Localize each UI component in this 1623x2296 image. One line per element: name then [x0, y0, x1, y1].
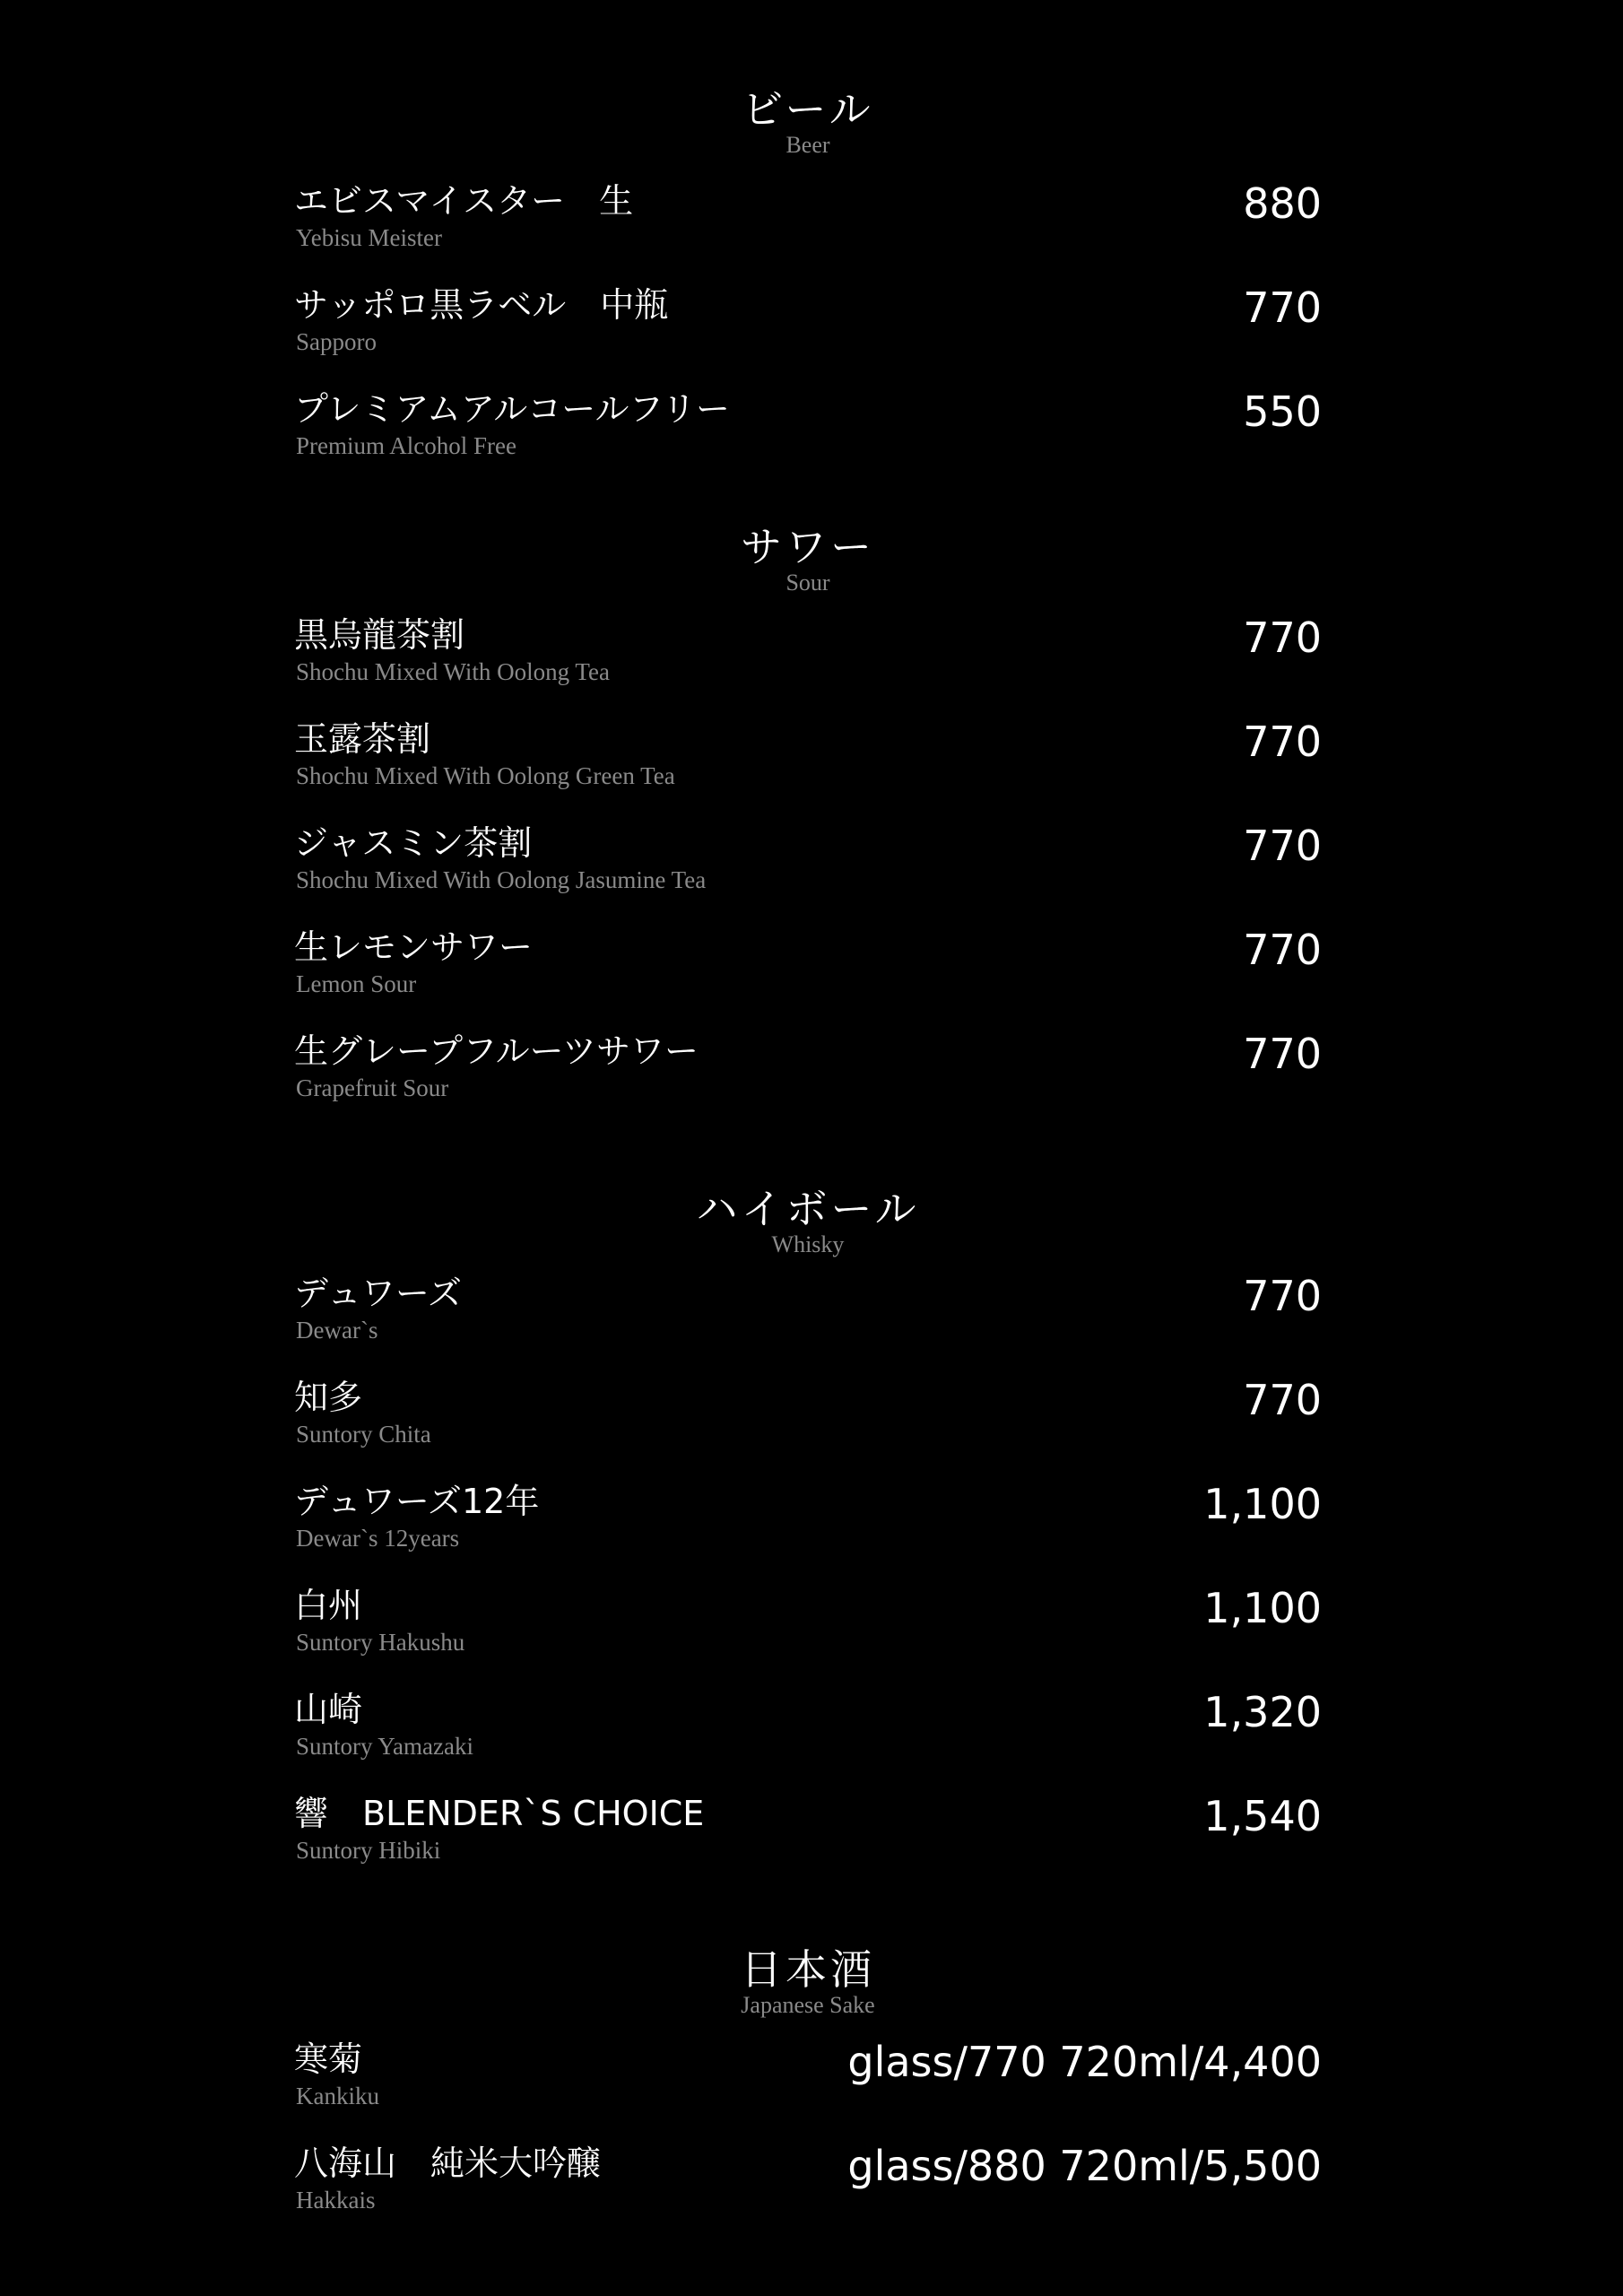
section-title-jp: ビール: [742, 85, 874, 134]
section-japanese-sake: [294, 1946, 1322, 2248]
menu-item: [294, 1586, 1322, 1690]
section-title-en: Sour: [785, 570, 830, 596]
menu-item: [294, 285, 1322, 389]
menu-item: [294, 1031, 1322, 1135]
item-name-en: Shochu Mixed With Oolong Green Tea: [296, 762, 675, 789]
item-name-jp: 山崎: [294, 1690, 363, 1729]
item-price: 1,540: [1203, 1792, 1322, 1840]
menu-item: [294, 389, 1322, 493]
item-name-jp: サッポロ黒ラベル 中瓶: [294, 285, 669, 325]
item-name-jp: プレミアムアルコールフリー: [294, 389, 731, 429]
item-name-jp: 生レモンサワー: [294, 927, 534, 967]
item-price: 770: [1243, 1272, 1322, 1320]
section-title-jp: ハイボール: [696, 1185, 920, 1233]
section-title-en: Whisky: [771, 1231, 845, 1257]
item-price: 770: [1243, 718, 1322, 766]
menu-item: [294, 1690, 1322, 1794]
item-name-en: Premium Alcohol Free: [296, 432, 516, 459]
item-name-jp: 響 BLENDER`S CHOICE: [294, 1794, 705, 1833]
menu-item: [294, 2039, 1322, 2144]
section-title-en: Beer: [785, 132, 830, 158]
item-price: 1,100: [1203, 1480, 1322, 1528]
menu-item: [294, 1274, 1322, 1378]
item-name-en: Grapefruit Sour: [296, 1074, 449, 1101]
item-price: 770: [1243, 613, 1322, 662]
item-name-en: Shochu Mixed With Oolong Jasumine Tea: [296, 866, 707, 893]
menu-item: [294, 615, 1322, 719]
item-price: 770: [1243, 1376, 1322, 1424]
item-name-en: Suntory Hibiki: [296, 1837, 441, 1864]
section-header: [294, 524, 1322, 599]
section-title-jp: 日本酒: [741, 1945, 875, 1994]
item-price: glass/770 720ml/4,400: [847, 2038, 1322, 2086]
item-price: glass/880 720ml/5,500: [847, 2142, 1322, 2190]
item-name-en: Sapporo: [296, 328, 377, 355]
item-price: 1,100: [1203, 1584, 1322, 1632]
item-name-en: Hakkais: [296, 2187, 376, 2213]
item-name-en: Kankiku: [296, 2083, 379, 2109]
item-price: 1,320: [1203, 1688, 1322, 1736]
menu-item: [294, 1378, 1322, 1482]
menu-item: [294, 1794, 1322, 1898]
section-header: [294, 1946, 1322, 2022]
item-name-jp: デュワーズ: [294, 1274, 462, 1313]
item-name-jp: デュワーズ12年: [294, 1482, 540, 1521]
section-header: [294, 1186, 1322, 1261]
section-beer: [294, 86, 1322, 493]
menu-item: [294, 2144, 1322, 2248]
item-name-en: Suntory Chita: [296, 1421, 431, 1448]
section-title-jp: サワー: [741, 523, 875, 571]
section-sour: [294, 524, 1322, 1135]
item-price: 770: [1243, 283, 1322, 332]
item-name-en: Dewar`s: [296, 1317, 378, 1344]
item-name-jp: 玉露茶割: [294, 719, 431, 759]
menu-item: [294, 719, 1322, 823]
item-price: 770: [1243, 1030, 1322, 1078]
section-header: [294, 86, 1322, 161]
item-name-jp: 生グレープフルーツサワー: [294, 1031, 699, 1071]
item-name-en: Dewar`s 12years: [296, 1525, 460, 1552]
menu-item: [294, 927, 1322, 1031]
item-name-en: Suntory Hakushu: [296, 1629, 465, 1656]
item-name-jp: 知多: [294, 1378, 363, 1417]
item-name-en: Lemon Sour: [296, 970, 417, 997]
item-name-jp: 寒菊: [294, 2039, 363, 2079]
item-price: 550: [1243, 387, 1322, 436]
item-name-en: Shochu Mixed With Oolong Tea: [296, 658, 610, 685]
item-name-jp: エビスマイスター 生: [294, 181, 634, 221]
item-price: 880: [1243, 179, 1322, 228]
item-name-jp: 白州: [294, 1586, 363, 1625]
item-name-jp: ジャスミン茶割: [294, 823, 533, 863]
item-name-jp: 黒烏龍茶割: [294, 615, 465, 655]
item-name-jp: 八海山 純米大吟醸: [294, 2144, 602, 2183]
item-price: 770: [1243, 822, 1322, 870]
section-whisky: [294, 1186, 1322, 1898]
menu-item: [294, 181, 1322, 285]
menu-item: [294, 1482, 1322, 1586]
item-price: 770: [1243, 926, 1322, 974]
item-name-en: Suntory Yamazaki: [296, 1733, 473, 1760]
item-name-en: Yebisu Meister: [296, 224, 443, 251]
menu-item: [294, 823, 1322, 927]
section-title-en: Japanese Sake: [741, 1992, 875, 2018]
